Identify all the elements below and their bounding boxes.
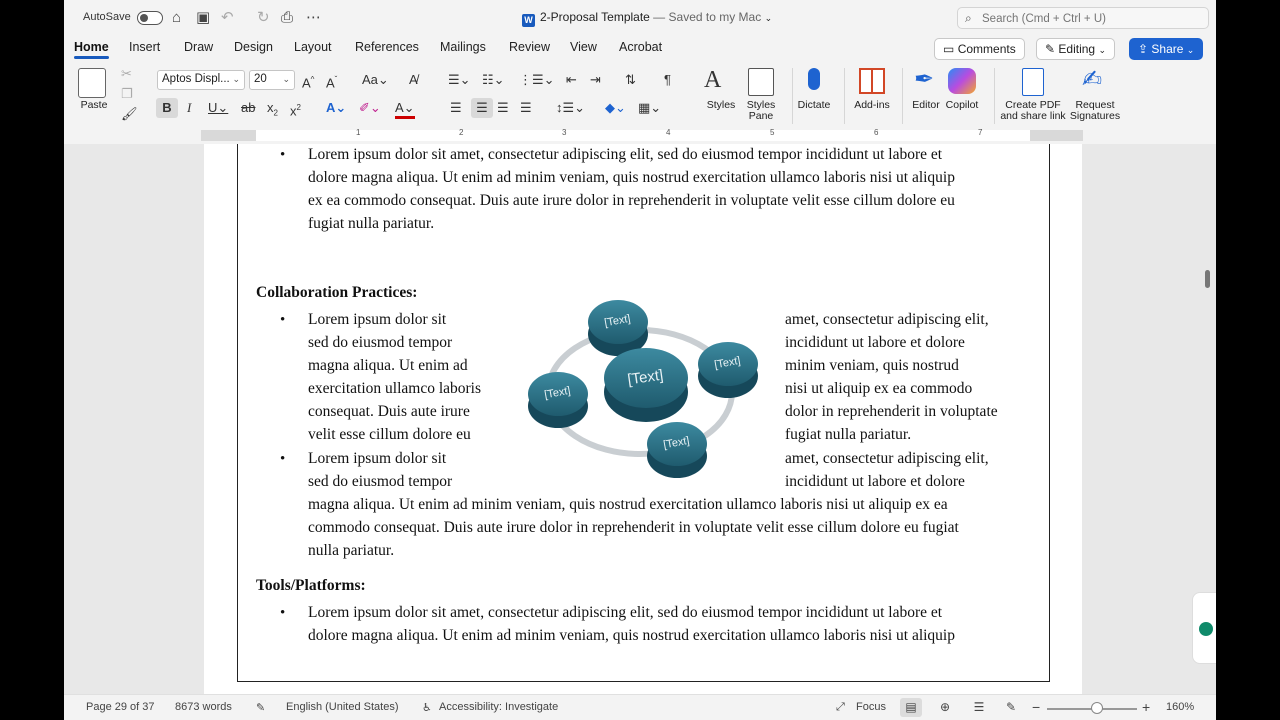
smartart-label[interactable]: [Text] — [713, 354, 742, 372]
line-spacing-icon[interactable]: ↕☰⌄ — [556, 100, 586, 115]
shrink-font-icon[interactable]: $A^ˇ$ — [326, 75, 338, 91]
editing-button[interactable] — [1036, 38, 1115, 60]
text-line[interactable]: sed do eiusmod tempor — [308, 473, 453, 490]
addins-label[interactable]: Add-ins — [854, 99, 890, 111]
tab-home[interactable]: Home — [74, 40, 109, 54]
text-line[interactable]: Lorem ipsum dolor sit — [308, 450, 447, 467]
tab-mailings[interactable]: Mailings — [440, 40, 486, 54]
search-icon: ⌕ — [965, 11, 972, 25]
highlight-icon[interactable]: ✐⌄ — [359, 100, 381, 115]
document-title[interactable] — [522, 10, 772, 27]
text-line[interactable]: Lorem ipsum dolor sit amet, consectetur adipiscing elit, sed do eiusmod tempor incididunt ut labore et — [308, 146, 943, 163]
italic-button[interactable]: I — [187, 100, 192, 115]
chevron-down-icon: ⌄ — [764, 13, 773, 23]
document-name: 2-Proposal Template — [540, 10, 650, 24]
document-page[interactable] — [204, 144, 1082, 694]
text-line[interactable]: amet, consectetur adipiscing elit, — [785, 450, 989, 467]
search-box[interactable] — [957, 7, 1209, 29]
autosave-toggle[interactable] — [137, 11, 163, 25]
save-icon[interactable]: ▣ — [196, 9, 211, 26]
text-line[interactable]: dolore magna aliqua. Ut enim ad minim veniam, quis nostrud exercitation ullamco laboris nisi ut aliquip — [308, 627, 955, 644]
share-label: Share — [1151, 42, 1184, 56]
text-line[interactable]: nisi ut aliquip ex ea commodo — [785, 380, 973, 397]
smartart-cycle-diagram[interactable] — [522, 294, 762, 479]
copy-icon[interactable]: ❐ — [121, 86, 133, 101]
text-line[interactable]: sed do eiusmod tempor — [308, 334, 453, 351]
ruler-number: 5 — [770, 128, 775, 137]
sort-icon[interactable]: ⇅ — [625, 72, 636, 87]
ruler-number: 6 — [874, 128, 879, 137]
ribbon-home — [64, 62, 1216, 128]
home-icon[interactable]: ⌂ — [172, 9, 182, 26]
text-line[interactable]: magna aliqua. Ut enim ad minim veniam, quis nostrud exercitation ullamco laboris nisi ut aliquip ex ea — [308, 496, 948, 513]
autosave-label: AutoSave — [83, 11, 131, 23]
text-line[interactable]: Lorem ipsum dolor sit — [308, 311, 447, 328]
editing-label: Editing — [1058, 42, 1096, 56]
font-size-select[interactable] — [249, 70, 295, 90]
share-icon: ⇪ — [1138, 42, 1149, 56]
share-button[interactable] — [1129, 38, 1203, 60]
tab-acrobat[interactable]: Acrobat — [619, 40, 663, 54]
clear-formatting-icon[interactable]: A̸ — [409, 72, 418, 87]
font-name-value: Aptos Displ... — [162, 73, 230, 85]
numbering-icon[interactable]: ☷⌄ — [482, 72, 505, 87]
font-size-value: 20 — [254, 73, 267, 85]
styles-label[interactable]: Styles — [706, 99, 736, 111]
word-window — [64, 0, 1216, 720]
smartart-label[interactable]: [Text] — [543, 384, 572, 402]
undo-icon[interactable]: ↶ — [221, 9, 234, 26]
chevron-down-icon: ⌄ — [1186, 45, 1195, 55]
grow-font-icon[interactable]: A^ — [302, 75, 315, 91]
increase-indent-icon[interactable]: ⇥ — [590, 72, 601, 87]
smartart-node-top[interactable] — [588, 300, 648, 356]
word-count[interactable]: 8673 words — [175, 701, 232, 713]
text-line[interactable]: consequat. Duis aute irure — [308, 403, 470, 420]
bullet-icon: • — [280, 312, 286, 328]
ruler-number: 1 — [356, 128, 361, 137]
smartart-node-right[interactable] — [698, 342, 758, 398]
status-bar — [64, 694, 1216, 720]
tab-review[interactable]: Review — [509, 40, 550, 54]
multilevel-list-icon[interactable]: ⋮☰⌄ — [519, 72, 555, 87]
bullet-icon: • — [280, 451, 286, 467]
text-effects-icon[interactable]: A⌄ — [326, 100, 347, 115]
text-line[interactable]: ex ea commodo consequat. Duis aute irure dolor in reprehenderit in voluptate velit esse cillum dolore eu — [308, 192, 955, 209]
align-center-icon[interactable]: ☰ — [471, 98, 493, 118]
document-area[interactable] — [64, 144, 1216, 694]
create-pdf-label[interactable]: Create PDF and share link — [1000, 99, 1066, 122]
text-line[interactable]: fugiat nulla pariatur. — [785, 426, 912, 443]
chevron-down-icon: ⌄ — [1098, 45, 1106, 55]
print-icon[interactable]: ⎙ — [281, 9, 294, 26]
addins-icon[interactable] — [859, 68, 885, 94]
text-line[interactable]: amet, consectetur adipiscing elit, — [785, 311, 989, 328]
text-line[interactable]: incididunt ut labore et dolore — [785, 473, 965, 490]
text-line[interactable]: Lorem ipsum dolor sit amet, consectetur adipiscing elit, sed do eiusmod tempor incididunt ut labore et — [308, 604, 943, 621]
text-line[interactable]: velit esse cillum dolore eu — [308, 426, 471, 443]
comment-icon: ▭ — [943, 42, 955, 56]
text-line[interactable]: dolore magna aliqua. Ut enim ad minim veniam, quis nostrud exercitation ullamco laboris nisi ut aliquip — [308, 169, 955, 186]
styles-pane-label[interactable]: Styles Pane — [746, 99, 776, 122]
paste-label[interactable]: Paste — [80, 99, 108, 111]
text-line[interactable]: magna aliqua. Ut enim ad — [308, 357, 468, 374]
bullet-icon: • — [280, 605, 286, 621]
word-doc-icon: W — [522, 14, 535, 27]
tab-insert[interactable]: Insert — [129, 40, 161, 54]
vertical-scrollbar-thumb[interactable] — [1205, 270, 1210, 288]
smartart-node-left[interactable] — [528, 372, 588, 428]
print-layout-icon[interactable]: ▤ — [900, 698, 922, 717]
tab-design[interactable]: Design — [234, 40, 273, 54]
font-color-icon[interactable]: A⌄ — [395, 100, 415, 119]
ribbon-separator — [902, 68, 903, 124]
bold-button[interactable]: B — [156, 98, 178, 118]
strikethrough-button[interactable]: ab — [241, 100, 256, 115]
draft-view-icon[interactable]: ✎ — [1005, 700, 1017, 714]
zoom-slider-thumb[interactable] — [1091, 702, 1103, 714]
smartart-label[interactable]: [Text] — [662, 434, 691, 452]
chevron-down-icon: ⌄ — [232, 74, 240, 84]
text-line[interactable]: minim veniam, quis nostrud — [785, 357, 959, 374]
underline-button[interactable]: U⌄ — [208, 100, 229, 115]
focus-label[interactable]: Focus — [856, 701, 886, 713]
text-line[interactable]: fugiat nulla pariatur. — [308, 215, 435, 232]
focus-icon[interactable]: ⤢ — [836, 701, 845, 713]
title-bar — [64, 0, 1216, 36]
tab-references[interactable]: References — [355, 40, 419, 54]
subscript-button[interactable]: $x_2$ — [267, 100, 278, 118]
align-left-icon[interactable]: ☰ — [450, 100, 462, 115]
language-status[interactable]: English (United States) — [286, 701, 399, 713]
cut-icon[interactable]: ✂ — [121, 66, 132, 81]
heading-collaboration[interactable]: Collaboration Practices: — [256, 284, 418, 301]
text-line[interactable]: exercitation ullamco laboris — [308, 380, 482, 397]
horizontal-ruler[interactable] — [64, 128, 1216, 144]
accessibility-icon: ♿ — [422, 702, 432, 714]
tab-draw[interactable]: Draw — [184, 40, 214, 54]
copilot-icon[interactable] — [948, 68, 976, 94]
paste-icon[interactable] — [78, 68, 106, 98]
superscript-button[interactable]: $x^2$ — [290, 103, 301, 119]
ruler-number: 7 — [978, 128, 983, 137]
ruler-number: 4 — [666, 128, 671, 137]
comments-label: Comments — [957, 42, 1016, 56]
text-line[interactable]: incididunt ut labore et dolore — [785, 334, 965, 351]
create-pdf-icon[interactable] — [1022, 68, 1044, 96]
ribbon-separator — [792, 68, 793, 124]
format-painter-icon[interactable]: 🖌 — [121, 106, 138, 121]
font-name-select[interactable] — [157, 70, 245, 90]
text-line[interactable]: commodo consequat. Duis aute irure dolor in reprehenderit in voluptate velit esse cillum dolore eu fugiat — [308, 519, 959, 536]
ribbon-separator — [994, 68, 995, 124]
chevron-down-icon: ⌄ — [282, 74, 290, 84]
styles-pane-icon[interactable] — [748, 68, 774, 96]
smartart-node-bottom[interactable] — [647, 422, 707, 478]
tab-view[interactable]: View — [570, 40, 597, 54]
page-count[interactable]: Page 29 of 37 — [86, 701, 155, 713]
proofing-icon[interactable]: ✎ — [256, 702, 266, 714]
outline-view-icon[interactable]: ☰ — [973, 700, 985, 714]
chat-side-tab[interactable] — [1192, 592, 1216, 664]
signature-icon[interactable]: ✍ — [1082, 66, 1103, 93]
more-icon[interactable]: ⋯ — [306, 9, 321, 26]
zoom-out-icon[interactable]: − — [1032, 699, 1041, 715]
tab-layout[interactable]: Layout — [294, 40, 332, 54]
smartart-node-center[interactable] — [604, 348, 688, 422]
justify-icon[interactable]: ☰ — [520, 100, 532, 115]
text-line[interactable]: dolor in reprehenderit in voluptate — [785, 403, 998, 420]
microphone-icon[interactable] — [808, 68, 820, 90]
decrease-indent-icon[interactable]: ⇤ — [566, 72, 577, 87]
ruler-number: 2 — [459, 128, 464, 137]
ribbon-separator — [844, 68, 845, 124]
change-case-icon[interactable]: Aa⌄ — [362, 72, 389, 87]
search-input[interactable] — [982, 10, 1204, 27]
saved-status: — Saved to my Mac — [649, 10, 762, 24]
ruler-left-margin — [201, 130, 256, 141]
editor-icon[interactable]: ✒ — [914, 66, 935, 93]
smartart-label[interactable]: [Text] — [603, 312, 632, 330]
ruler-right-margin — [1030, 130, 1083, 141]
align-right-icon[interactable]: ☰ — [497, 100, 509, 115]
comments-button[interactable] — [934, 38, 1025, 60]
styles-icon[interactable]: A — [704, 67, 722, 93]
dictate-label[interactable]: Dictate — [797, 99, 831, 111]
copilot-label[interactable]: Copilot — [945, 99, 979, 111]
web-layout-icon[interactable]: ⊕ — [939, 700, 951, 714]
bullet-icon: • — [280, 147, 286, 163]
show-formatting-icon[interactable]: ¶ — [664, 72, 671, 87]
accessibility-status[interactable]: Accessibility: Investigate — [439, 701, 559, 713]
redo-icon[interactable]: ↻ — [257, 9, 270, 26]
zoom-level[interactable]: 160% — [1166, 701, 1195, 713]
heading-tools[interactable]: Tools/Platforms: — [256, 577, 366, 594]
editor-label[interactable]: Editor — [912, 99, 940, 111]
smartart-label[interactable]: [Text] — [626, 366, 665, 389]
shading-icon[interactable]: ◆⌄ — [605, 100, 626, 115]
request-sig-label[interactable]: Request Signatures — [1069, 99, 1121, 122]
bullets-icon[interactable]: ☰⌄ — [448, 72, 471, 87]
pencil-icon: ✎ — [1045, 42, 1056, 56]
chat-icon — [1199, 622, 1213, 636]
ruler-track — [201, 130, 1083, 141]
ruler-number: 3 — [562, 128, 567, 137]
borders-icon[interactable]: ▦⌄ — [638, 100, 662, 115]
text-line[interactable]: nulla pariatur. — [308, 542, 395, 559]
zoom-in-icon[interactable]: + — [1142, 699, 1151, 715]
